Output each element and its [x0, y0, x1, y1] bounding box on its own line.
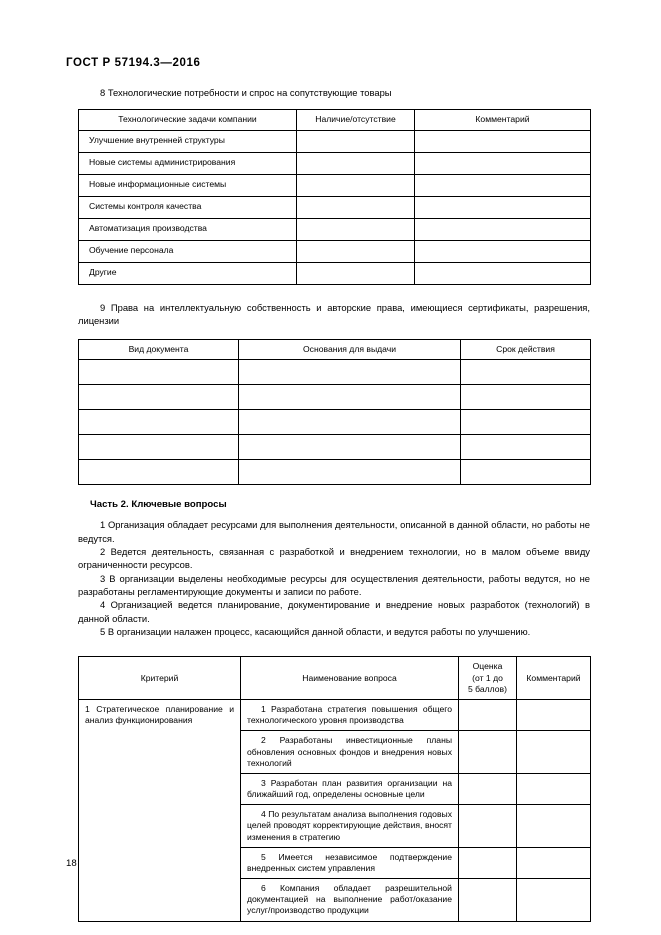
table-header-row [79, 110, 591, 130]
col-score-line1: Оценка [472, 661, 503, 672]
cell-comment[interactable] [517, 699, 591, 730]
table-header-row [79, 340, 591, 360]
row-label: Автоматизация производства [79, 218, 297, 240]
cell-comment[interactable] [517, 805, 591, 848]
cell-comment[interactable] [415, 196, 591, 218]
row-label: Обучение персонала [79, 240, 297, 262]
col-presence: Наличие/отсутствие [297, 110, 415, 130]
col-comment: Комментарий [415, 110, 591, 130]
cell-document-type[interactable] [79, 435, 239, 460]
col-score-line2: (от 1 до [472, 672, 503, 683]
cell-document-type[interactable] [79, 460, 239, 485]
cell-validity[interactable] [461, 410, 591, 435]
col-score [459, 657, 517, 700]
part-2-paragraph-3: 3 В организации выделены необходимые ресурсы для осуществления деятельности, работы ведутся, но не разработаны регламентирующие документы и записи по работе. [78, 572, 590, 598]
cell-question: 1 Разработана стратегия повышения общего технологического уровня производства [241, 699, 459, 730]
technology-needs-table [78, 109, 591, 284]
part-2-paragraph-2: 2 Ведется деятельность, связанная с разработкой и внедрением технологии, но в малом объеме ввиду ограниченности ресурсов. [78, 546, 590, 571]
part-2-paragraph-4: 4 Организацией ведется планирование, документирование и внедрение новых разработок (технологий) в данной области. [78, 599, 590, 624]
cell-document-type[interactable] [79, 385, 239, 410]
cell-score[interactable] [459, 805, 517, 848]
cell-comment[interactable] [517, 879, 591, 922]
cell-score[interactable] [459, 773, 517, 804]
table-row [79, 240, 591, 262]
table-row [79, 410, 591, 435]
table-row [79, 360, 591, 385]
cell-comment[interactable] [415, 240, 591, 262]
cell-issue-basis[interactable] [239, 460, 461, 485]
part-2-paragraph-5: 5 В организации налажен процесс, касающийся данной области, и ведутся работы по улучшению. [100, 626, 531, 638]
cell-presence[interactable] [297, 218, 415, 240]
col-tech-tasks: Технологические задачи компании [79, 110, 297, 130]
table-header-row [79, 657, 591, 700]
cell-validity[interactable] [461, 435, 591, 460]
cell-presence[interactable] [297, 152, 415, 174]
cell-comment[interactable] [415, 130, 591, 152]
cell-question: 3 Разработан план развития организации на ближайший год, определены основные цели [241, 773, 459, 804]
cell-issue-basis[interactable] [239, 385, 461, 410]
cell-validity[interactable] [461, 385, 591, 410]
cell-comment[interactable] [517, 731, 591, 774]
col-criterion: Критерий [79, 657, 241, 700]
col-score-line3: 5 баллов) [467, 683, 507, 694]
cell-question: 4 По результатам анализа выполнения годовых целей проводят корректирующие действия, вносят изменения в стратегию [241, 805, 459, 848]
cell-issue-basis[interactable] [239, 360, 461, 385]
part-2-title: Часть 2. Ключевые вопросы [90, 499, 227, 511]
col-document-type: Вид документа [79, 340, 239, 360]
row-label: Другие [79, 262, 297, 284]
row-label: Новые системы администрирования [79, 152, 297, 174]
cell-presence[interactable] [297, 262, 415, 284]
table-row [79, 218, 591, 240]
row-label: Новые информационные системы [79, 174, 297, 196]
cell-question: 6 Компания обладает разрешительной документацией на выполнение работ/оказание услуг/производство продукции [241, 879, 459, 922]
cell-criterion: 1 Стратегическое планирование и анализ функционирования [79, 699, 241, 921]
section-8-title: 8 Технологические потребности и спрос на сопутствующие товары [100, 87, 392, 98]
cell-presence[interactable] [297, 174, 415, 196]
cell-presence[interactable] [297, 196, 415, 218]
part-2-paragraph-1: 1 Организация обладает ресурсами для выполнения деятельности, описанной в данной области, но работы не ведутся. [78, 519, 590, 544]
key-questions-table [78, 656, 591, 921]
row-label: Улучшение внутренней структуры [79, 130, 297, 152]
page-number: 18 [66, 858, 77, 869]
table-row [79, 460, 591, 485]
cell-issue-basis[interactable] [239, 410, 461, 435]
cell-comment[interactable] [415, 218, 591, 240]
cell-score[interactable] [459, 699, 517, 730]
cell-comment[interactable] [517, 773, 591, 804]
cell-score[interactable] [459, 847, 517, 878]
table-row [79, 385, 591, 410]
cell-comment[interactable] [415, 262, 591, 284]
cell-presence[interactable] [297, 240, 415, 262]
table-row [79, 262, 591, 284]
table-row [79, 174, 591, 196]
col-question-name: Наименование вопроса [241, 657, 459, 700]
table-row [79, 130, 591, 152]
cell-comment[interactable] [517, 847, 591, 878]
cell-comment[interactable] [415, 174, 591, 196]
col-issue-basis: Основания для выдачи [239, 340, 461, 360]
cell-document-type[interactable] [79, 360, 239, 385]
cell-score[interactable] [459, 879, 517, 922]
cell-question: 2 Разработаны инвестиционные планы обновления основных фондов и внедрения новых технологий [241, 731, 459, 774]
col-comment: Комментарий [517, 657, 591, 700]
cell-issue-basis[interactable] [239, 435, 461, 460]
cell-validity[interactable] [461, 360, 591, 385]
page-content [78, 86, 590, 922]
intellectual-property-table [78, 339, 591, 485]
cell-validity[interactable] [461, 460, 591, 485]
col-validity: Срок действия [461, 340, 591, 360]
cell-presence[interactable] [297, 130, 415, 152]
cell-score[interactable] [459, 731, 517, 774]
row-label: Системы контроля качества [79, 196, 297, 218]
cell-comment[interactable] [415, 152, 591, 174]
table-row [79, 196, 591, 218]
table-row [79, 152, 591, 174]
cell-question: 5 Имеется независимое подтверждение внедренных систем управления [241, 847, 459, 878]
section-9-title: 9 Права на интеллектуальную собственность и авторские права, имеющиеся сертификаты, разрешения, лицензии [78, 301, 590, 326]
cell-document-type[interactable] [79, 410, 239, 435]
table-row [79, 435, 591, 460]
table-row [79, 699, 591, 730]
page-title: ГОСТ Р 57194.3—2016 [66, 57, 201, 69]
